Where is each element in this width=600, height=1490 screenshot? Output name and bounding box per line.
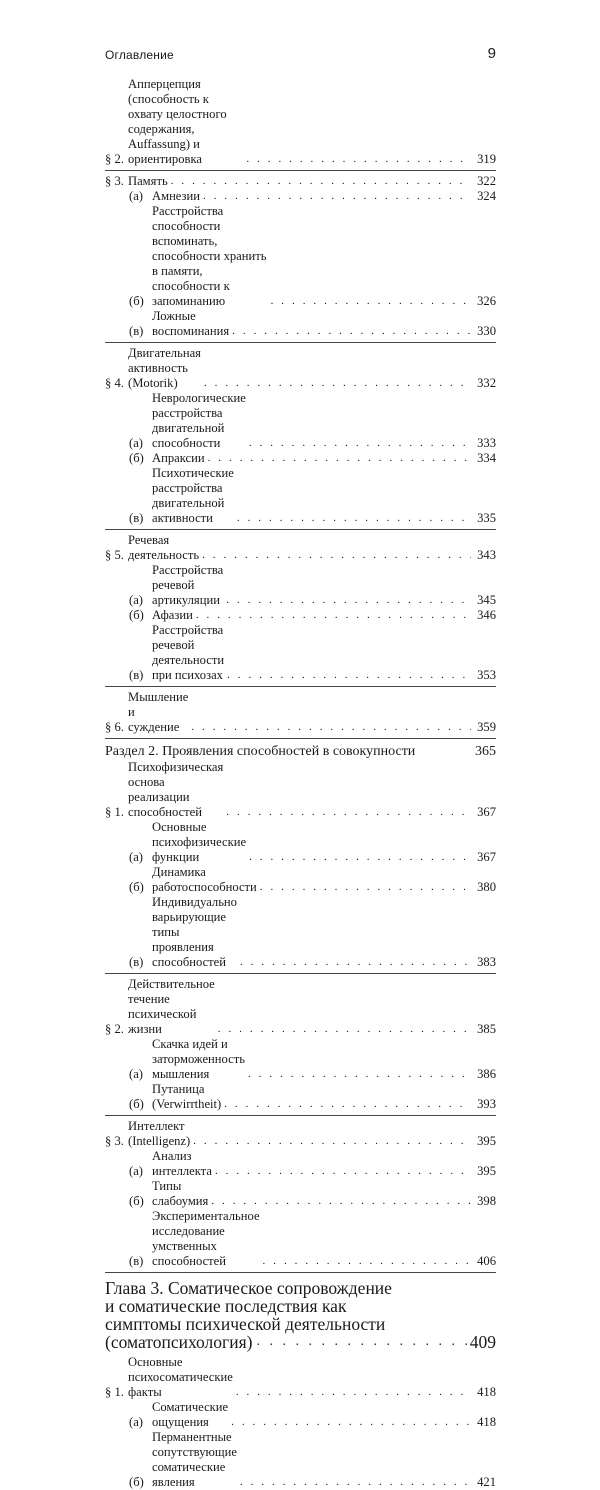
toc-section-entry: [105, 342, 496, 391]
entry-number: (а): [129, 1164, 143, 1178]
toc-subsection-entry: [105, 1400, 496, 1430]
toc-section-entry: [105, 760, 496, 820]
dot-leader: [240, 955, 471, 970]
toc-subsection-entry: [105, 204, 496, 309]
chapter-title-line: (соматопсихология): [105, 1332, 253, 1352]
dot-leader: [249, 436, 471, 451]
entry-number: § 1.: [105, 1385, 124, 1399]
entry-number: (в): [129, 511, 144, 525]
page-ref: 345: [477, 593, 496, 607]
entry-title: Интеллект (Intelligenz): [128, 1119, 191, 1148]
toc-subsection-entry: [105, 1082, 496, 1112]
page-ref: 330: [477, 324, 496, 338]
entry-number: (б): [129, 1475, 144, 1489]
dot-leader: [191, 720, 471, 735]
page-ref: 346: [477, 608, 496, 622]
dot-leader: [215, 1164, 471, 1179]
page-ref: 324: [477, 189, 496, 203]
entry-title: Основные психосоматические факты: [128, 1355, 233, 1399]
entry-title: Апперцепция (способность к охвату целостного содержания, Auffassung) и ориентировка: [128, 77, 227, 166]
entry-title: Апраксии: [152, 451, 205, 465]
page-ref: 395: [477, 1164, 496, 1178]
entry-number: (б): [129, 1194, 144, 1208]
dot-leader: [226, 805, 471, 820]
page-ref: 335: [477, 511, 496, 525]
entry-title: Перманентные сопутствующие соматические явления: [152, 1430, 237, 1489]
entry-title: Мышление и суждение: [128, 690, 189, 734]
entry-number: (б): [129, 451, 144, 465]
entry-number: (а): [129, 593, 143, 607]
entry-title: Речевая деятельность: [128, 533, 200, 562]
page-ref: 398: [477, 1194, 496, 1208]
toc-subsection-entry: [105, 1037, 496, 1082]
dot-leader: [232, 324, 471, 339]
entry-title: Путаница (Verwirrtheit): [152, 1082, 222, 1111]
dot-leader: [211, 1194, 471, 1209]
toc-chapter-heading: [105, 1272, 496, 1351]
dot-leader: [236, 1385, 471, 1400]
toc-section-entry: [105, 686, 496, 735]
toc-section-entry: [105, 170, 496, 189]
entry-title: Анализ интеллекта: [152, 1149, 212, 1178]
dot-leader: [204, 376, 471, 391]
page-ref: 393: [477, 1097, 496, 1111]
toc-subsection-entry: [105, 1209, 496, 1269]
toc-section-entry: [105, 973, 496, 1037]
toc-section-entry: [105, 1115, 496, 1149]
entry-number: (в): [129, 324, 144, 338]
toc-subsection-entry: [105, 1179, 496, 1209]
entry-number: (б): [129, 608, 144, 622]
entry-title: Основные психофизические функции: [152, 820, 247, 864]
dot-leader: [196, 608, 471, 623]
part-title: Раздел 2. Проявления способностей в совокупности: [105, 744, 416, 759]
entry-number: (б): [129, 880, 144, 894]
page-ref: 326: [477, 294, 496, 308]
entry-number: (а): [129, 850, 143, 864]
entry-number: § 3.: [105, 174, 124, 188]
page-ref: 367: [477, 850, 496, 864]
page-ref: 383: [477, 955, 496, 969]
page-ref: 409: [469, 1332, 496, 1352]
toc-subsection-entry: [105, 820, 496, 865]
page-header: [105, 45, 496, 64]
running-title: Оглавление: [105, 48, 174, 62]
page-ref: 421: [477, 1475, 496, 1489]
dot-leader: [202, 548, 471, 563]
dot-leader: [224, 1097, 471, 1112]
page-ref: 386: [477, 1067, 496, 1081]
chapter-title-line: и соматические последствия как: [105, 1296, 347, 1316]
page-ref: 343: [477, 548, 496, 562]
dot-leader: [237, 511, 471, 526]
dot-leader: [208, 451, 472, 466]
dot-leader: [271, 294, 472, 309]
page-ref: 380: [477, 880, 496, 894]
entry-number: § 1.: [105, 805, 124, 819]
table-of-contents: [105, 77, 496, 1490]
chapter-title-line: Глава 3. Соматическое сопровождение: [105, 1278, 392, 1298]
page-ref: 367: [477, 805, 496, 819]
dot-leader: [252, 1333, 469, 1351]
entry-number: (б): [129, 294, 144, 308]
toc-subsection-entry: [105, 563, 496, 608]
toc-subsection-entry: [105, 309, 496, 339]
dot-leader: [203, 189, 471, 204]
entry-title: Расстройства речевой артикуляции: [152, 563, 224, 607]
page-ref: 395: [477, 1134, 496, 1148]
entry-title: Афазии: [152, 608, 193, 622]
entry-number: § 6.: [105, 720, 124, 734]
page-ref: 385: [477, 1022, 496, 1036]
entry-number: (в): [129, 668, 144, 682]
toc-subsection-entry: [105, 451, 496, 466]
dot-leader: [240, 1475, 471, 1490]
toc-subsection-entry: [105, 189, 496, 204]
entry-number: (б): [129, 1097, 144, 1111]
toc-subsection-entry: [105, 466, 496, 526]
dot-leader: [171, 174, 471, 189]
entry-number: § 5.: [105, 548, 124, 562]
entry-title: Скачка идей и заторможенность мышления: [152, 1037, 245, 1081]
dot-leader: [231, 1415, 471, 1430]
dot-leader: [246, 152, 471, 167]
entry-title: Неврологические расстройства двигательной способности: [152, 391, 246, 450]
page-ref: 333: [477, 436, 496, 450]
toc-part-heading: [105, 738, 496, 760]
entry-number: § 4.: [105, 376, 124, 390]
entry-title: Психофизическая основа реализации способностей: [128, 760, 224, 819]
page-ref: 359: [477, 720, 496, 734]
dot-leader: [226, 593, 471, 608]
toc-subsection-entry: [105, 1430, 496, 1490]
page-ref: 365: [475, 744, 496, 759]
entry-number: § 2.: [105, 152, 124, 166]
dot-leader: [249, 850, 471, 865]
entry-title: Динамика работоспособности: [152, 865, 257, 894]
toc-section-entry: [105, 77, 496, 167]
toc-section-entry: [105, 529, 496, 563]
dot-leader: [193, 1134, 471, 1149]
entry-title: Соматические ощущения: [152, 1400, 229, 1429]
entry-title: Действительное течение психической жизни: [128, 977, 215, 1036]
toc-subsection-entry: [105, 623, 496, 683]
entry-title: Память: [128, 174, 168, 188]
entry-number: (а): [129, 436, 143, 450]
page-ref: 319: [477, 152, 496, 166]
chapter-title-line: симптомы психической деятельности: [105, 1314, 386, 1334]
entry-title: Экспериментальное исследование умственных способностей: [152, 1209, 260, 1268]
entry-title: Амнезии: [152, 189, 201, 203]
entry-number: (а): [129, 1067, 143, 1081]
page-ref: 332: [477, 376, 496, 390]
entry-number: (в): [129, 955, 144, 969]
toc-subsection-entry: [105, 608, 496, 623]
entry-title: Двигательная активность (Motorik): [128, 346, 201, 390]
entry-title: Типы слабоумия: [152, 1179, 209, 1208]
toc-subsection-entry: [105, 1149, 496, 1179]
page-number: 9: [487, 45, 496, 62]
entry-number: § 2.: [105, 1022, 124, 1036]
dot-leader: [260, 880, 471, 895]
entry-number: (а): [129, 189, 143, 203]
entry-number: (в): [129, 1254, 144, 1268]
entry-title: Ложные воспоминания: [152, 309, 230, 338]
entry-title: Расстройства способности вспоминать, способности хранить в памяти, способности к запоминанию: [152, 204, 267, 308]
toc-subsection-entry: [105, 895, 496, 970]
page-ref: 353: [477, 668, 496, 682]
toc-subsection-entry: [105, 391, 496, 451]
entry-title: Индивидуально варьирующие типы проявления способностей: [152, 895, 237, 969]
page-ref: 418: [477, 1385, 496, 1399]
entry-number: (а): [129, 1415, 143, 1429]
page-ref: 418: [477, 1415, 496, 1429]
page-ref: 322: [477, 174, 496, 188]
toc-subsection-entry: [105, 865, 496, 895]
dot-leader: [227, 668, 471, 683]
entry-title: Психотические расстройства двигательной активности: [152, 466, 234, 525]
dot-leader: [263, 1254, 472, 1269]
dot-leader: [218, 1022, 471, 1037]
dot-leader: [248, 1067, 471, 1082]
page-ref: 334: [477, 451, 496, 465]
page-ref: 406: [477, 1254, 496, 1268]
toc-section-entry: [105, 1355, 496, 1400]
entry-title: Расстройства речевой деятельности при психозах: [152, 623, 225, 682]
entry-number: § 3.: [105, 1134, 124, 1148]
